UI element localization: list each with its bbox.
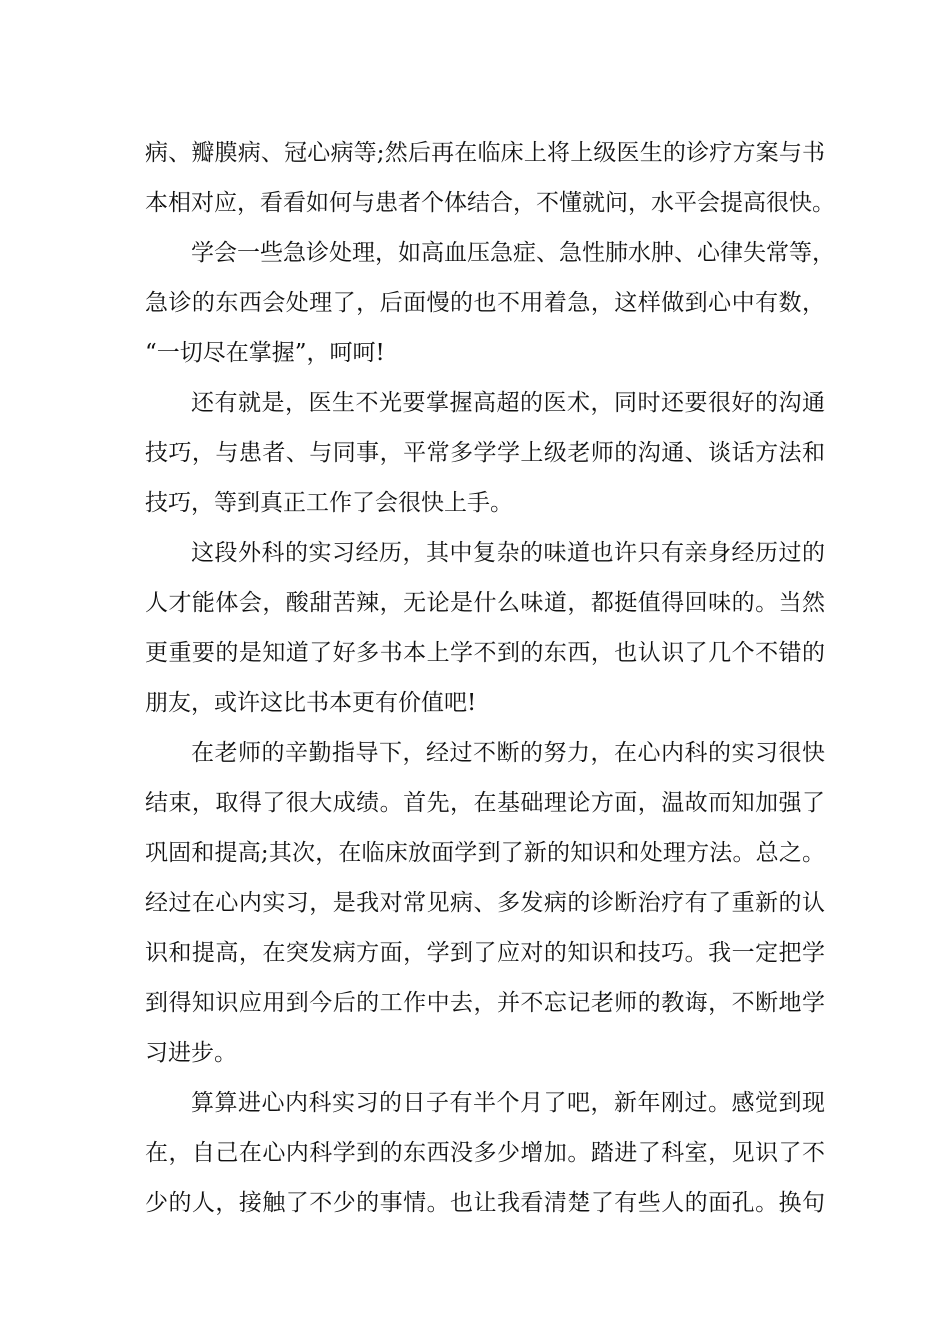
- text-line: 结束，取得了很大成绩。首先，在基础理论方面，温故而知加强了: [145, 790, 825, 816]
- paragraph: [145, 728, 825, 1078]
- text-line: 这段外科的实习经历，其中复杂的味道也许只有亲身经历过的: [191, 540, 825, 566]
- text-line: 技巧，等到真正工作了会很快上手。: [145, 490, 513, 516]
- text-line: 在，自己在心内科学到的东西没多少增加。踏进了科室，见识了不: [145, 1140, 825, 1166]
- text-line: 急诊的东西会处理了，后面慢的也不用着急，这样做到心中有数，: [145, 290, 825, 316]
- paragraph: [145, 1078, 825, 1228]
- text-line: 本相对应，看看如何与患者个体结合，不懂就问，水平会提高很快。: [145, 190, 835, 216]
- text-line: 在老师的辛勤指导下，经过不断的努力，在心内科的实习很快: [191, 740, 825, 766]
- paragraph: [145, 228, 835, 378]
- text-line: 习进步。: [145, 1040, 237, 1066]
- text-line: 学会一些急诊处理，如高血压急症、急性肺水肿、心律失常等，: [191, 240, 835, 266]
- text-line: 到得知识应用到今后的工作中去，并不忘记老师的教诲，不断地学: [145, 990, 825, 1016]
- text-line: 更重要的是知道了好多书本上学不到的东西，也认识了几个不错的: [145, 640, 825, 666]
- paragraph: [145, 528, 825, 728]
- text-line: 经过在心内实习，是我对常见病、多发病的诊断治疗有了重新的认: [145, 890, 825, 916]
- text-line: 人才能体会，酸甜苦辣，无论是什么味道，都挺值得回味的。当然: [145, 590, 825, 616]
- document-body: [145, 128, 835, 1228]
- text-line: 少的人，接触了不少的事情。也让我看清楚了有些人的面孔。换句: [145, 1190, 825, 1216]
- paragraph: [145, 378, 825, 528]
- paragraph: [145, 128, 835, 228]
- text-line: “一切尽在掌握”，呵呵!: [145, 340, 385, 366]
- text-line: 识和提高，在突发病方面，学到了应对的知识和技巧。我一定把学: [145, 940, 825, 966]
- text-line: 病、瓣膜病、冠心病等;然后再在临床上将上级医生的诊疗方案与书: [145, 140, 825, 166]
- text-line: 算算进心内科实习的日子有半个月了吧，新年刚过。感觉到现: [191, 1090, 825, 1116]
- text-line: 还有就是，医生不光要掌握高超的医术，同时还要很好的沟通: [191, 390, 825, 416]
- text-line: 技巧，与患者、与同事，平常多学学上级老师的沟通、谈话方法和: [145, 440, 825, 466]
- text-line: 朋友，或许这比书本更有价值吧!: [145, 690, 477, 716]
- text-line: 巩固和提高;其次，在临床放面学到了新的知识和处理方法。总之。: [145, 840, 825, 866]
